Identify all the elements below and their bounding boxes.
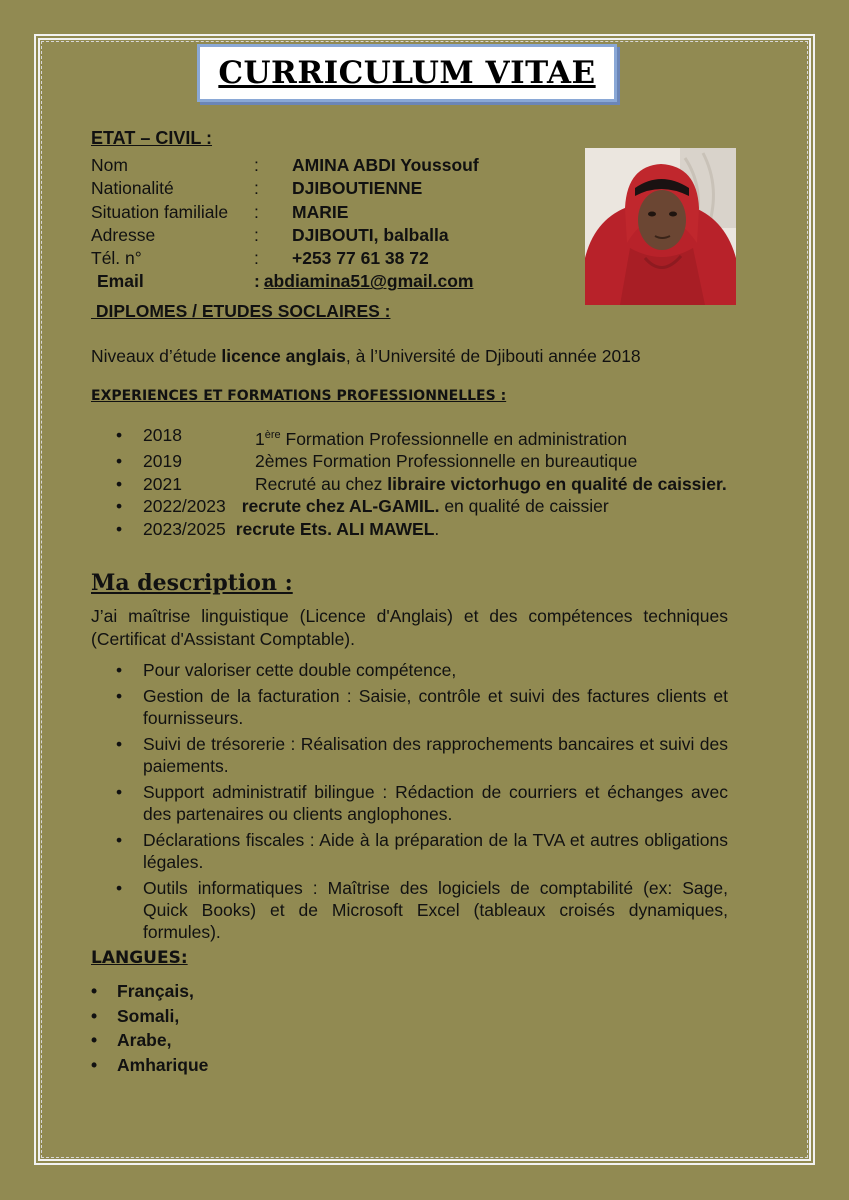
experience-text: recrute Ets. ALI MAWEL. bbox=[235, 518, 440, 539]
langues-list bbox=[91, 979, 208, 1077]
description-item: • Déclarations fiscales : Aide à la préparation de la TVA et autres obligations légales. bbox=[116, 829, 728, 873]
description-item: • Support administratif bilingue : Rédaction de courriers et échanges avec des partenaires ou clients anglophones. bbox=[116, 781, 728, 825]
langue-item: • Arabe, bbox=[91, 1028, 208, 1053]
experience-year: • 2021 bbox=[143, 473, 182, 494]
experience-text: recrute chez AL-GAMIL. en qualité de caissier bbox=[241, 496, 609, 517]
tel-value: +253 77 61 38 72 bbox=[292, 248, 429, 269]
email-row bbox=[91, 270, 479, 293]
email-label: Email bbox=[97, 271, 144, 292]
tel-colon: : bbox=[254, 248, 259, 269]
nom-label: Nom bbox=[91, 155, 128, 175]
adresse-row bbox=[91, 224, 479, 247]
title-box bbox=[197, 44, 617, 102]
nom-row bbox=[91, 154, 479, 177]
experience-year: • 2018 bbox=[143, 425, 182, 445]
langue-item: • Somali, bbox=[91, 1004, 208, 1029]
description-intro: J’ai maîtrise linguistique (Licence d'Anglais) et des compétences techniques (Certificat d'Assistant Comptable). bbox=[91, 606, 728, 649]
nationalite-value: DJIBOUTIENNE bbox=[292, 178, 423, 199]
experience-item bbox=[116, 450, 728, 473]
nom-colon: : bbox=[254, 155, 259, 175]
nom-value: AMINA ABDI Youssouf bbox=[292, 155, 479, 175]
adresse-colon: : bbox=[254, 224, 259, 245]
niveau-universite: , à l’Université de Djibouti année 2018 bbox=[345, 346, 641, 366]
diplomes-heading: DIPLOMES / ETUDES SOCLAIRES : bbox=[91, 301, 391, 321]
experience-text: 1ère Formation Professionnelle en administration bbox=[255, 428, 627, 449]
nationalite-label: Nationalité bbox=[91, 178, 174, 199]
experience-year: • 2019 bbox=[143, 451, 182, 472]
description-item: • Suivi de trésorerie : Réalisation des rapprochements bancaires et suivi des paiements. bbox=[116, 733, 728, 777]
situation-colon: : bbox=[254, 201, 259, 222]
profile-photo bbox=[585, 148, 736, 305]
langue-item: • Amharique bbox=[91, 1053, 208, 1078]
situation-row bbox=[91, 201, 479, 224]
etat-civil-table bbox=[91, 154, 479, 294]
etat-civil-heading: ETAT – CIVIL : bbox=[91, 128, 213, 148]
experiences-heading: EXPERIENCES ET FORMATIONS PROFESSIONNELLES : bbox=[91, 388, 507, 404]
tel-row bbox=[91, 247, 479, 270]
adresse-value: DJIBOUTI, balballa bbox=[292, 224, 449, 245]
niveau-etude bbox=[91, 346, 641, 367]
experience-text: Recruté au chez libraire victorhugo en qualité de caissier. bbox=[255, 473, 727, 494]
email-link[interactable]: abdiamina51@gmail.com bbox=[263, 271, 474, 292]
experience-item bbox=[116, 473, 728, 496]
experience-year: • 2022/2023 bbox=[143, 496, 226, 517]
situation-value: MARIE bbox=[292, 201, 349, 222]
email-colon: : bbox=[254, 271, 260, 292]
nationalite-row bbox=[91, 177, 479, 200]
tel-label: Tél. n° bbox=[91, 248, 142, 269]
nationalite-colon: : bbox=[254, 178, 259, 199]
langue-item: • Français, bbox=[91, 979, 208, 1004]
niveau-diplome: licence anglais bbox=[221, 346, 346, 366]
description-item: • Pour valoriser cette double compétence, bbox=[116, 659, 728, 681]
description-list bbox=[116, 659, 728, 947]
experience-item bbox=[116, 424, 728, 450]
experience-year: • 2023/2025 bbox=[143, 518, 226, 539]
description-item: • Gestion de la facturation : Saisie, contrôle et suivi des factures clients et fournisseurs. bbox=[116, 685, 728, 729]
cv-title: CURRICULUM VITAE bbox=[218, 55, 596, 91]
niveau-text: Niveaux d’étude bbox=[91, 346, 222, 366]
situation-label: Situation familiale bbox=[91, 201, 229, 222]
langues-heading: LANGUES: bbox=[91, 948, 188, 968]
description-item: • Outils informatiques : Maîtrise des logiciels de comptabilité (ex: Sage, Quick Books) et de Microsoft Excel (tableaux croisés dynamiques, formules). bbox=[116, 877, 728, 943]
experience-item bbox=[116, 495, 728, 518]
experience-text: 2èmes Formation Professionnelle en bureautique bbox=[255, 451, 638, 472]
experience-item bbox=[116, 518, 728, 541]
experiences-list bbox=[116, 424, 728, 540]
adresse-label: Adresse bbox=[91, 224, 156, 245]
description-heading: Ma description : bbox=[91, 570, 293, 596]
